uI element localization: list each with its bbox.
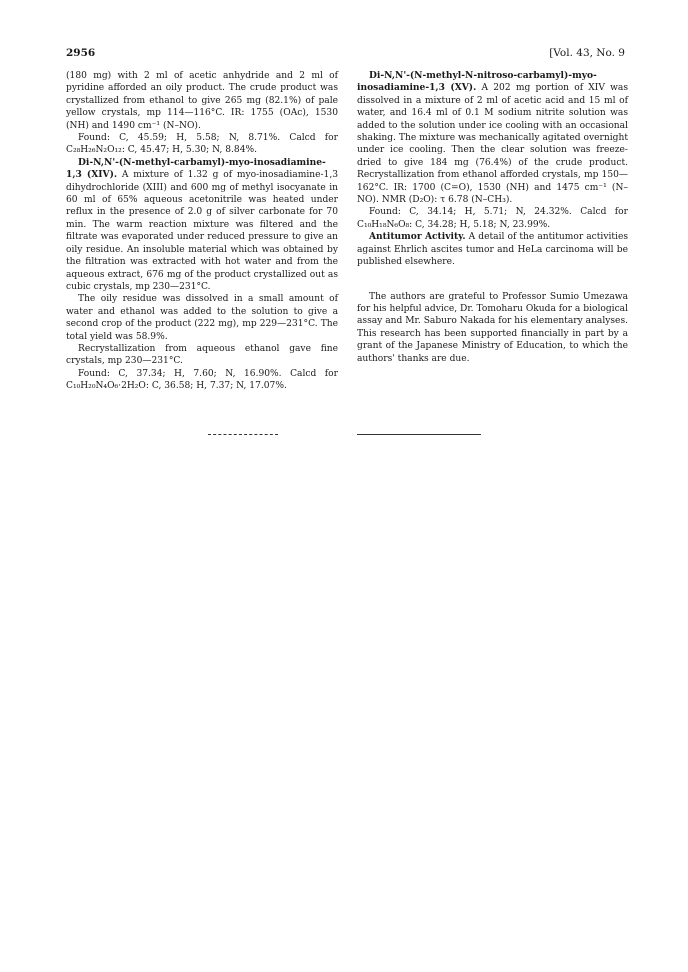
paragraph-recrystallization: Recrystallization from aqueous ethanol gave fine crystals, mp 230—231°C. [66,343,338,367]
paragraph-compound-xv [357,70,628,206]
page-number: 2956 [66,47,96,59]
paragraph-elemental-analysis-3: Found: C, 34.14; H, 5.71; N, 24.32%. Calcd for C₁₀H₁₈N₆O₈: C, 34.28; H, 5.18; N, 23.99%. [357,207,628,230]
compound-xiv-title: Di-N,N'-(N-methyl-carbamyl)-myo-inosadiamine-1,3 (XIV). [66,156,326,181]
paragraph-second-crop: The oily residue was dissolved in a small amount of water and ethanol was added to the solution to give a second crop of the product (222 mg), mp 229—231°C. The total yield was 58.9%. [66,294,338,342]
end-rule-right [357,434,481,435]
paragraph-antitumor [357,231,628,268]
acknowledgements: The authors are grateful to Professor Sumio Umezawa for his helpful advice, Dr. Tomoharu Okuda for a biological assay and Mr. Saburo Nakada for his elementary analyses. This research has been supported financially in part by a grant of the Japanese Ministry of Education, to which the authors' thanks are due. [357,291,628,364]
compound-xv-title: Di-N,N'-(N-methyl-N-nitroso-carbamyl)-myo-inosadiamine-1,3 (XV). [357,70,597,94]
compound-xiv-body: A mixture of 1.32 g of myo-inosadiamine-1,3 dihydrochloride (XIII) and 600 mg of methyl isocyanate in 60 ml of 65% aqueous acetonitrile was heated under reflux in the presence of 2.0 g of silver carbonate for 70 min. The warm reaction mixture was filtered and the filtrate was evaporated under reduced pressure to give an oily residue. An insoluble material which was obtained by the filtration was extracted with hot water and from the aqueous extract, 676 mg of the product crystallized out as cubic crystals, mp 230—231°C. [66,170,338,292]
antitumor-body: A detail of the antitumor activities against Ehrlich ascites tumor and HeLa carcinoma will be published elsewhere. [357,232,628,268]
end-rule-left [208,434,278,435]
paragraph-elemental-analysis-1: Found: C, 45.59; H, 5.58; N, 8.71%. Calcd for C₂₈H₂₆N₂O₁₂: C, 45.47; H, 5.30; N, 8.84%. [66,133,338,156]
paragraph-acetylation: (180 mg) with 2 ml of acetic anhydride and 2 ml of pyridine afforded an oily product. The crude product was crystallized from ethanol to give 265 mg (82.1%) of pale yellow crystals, mp 114—116°C. IR: 1755 (OAc), 1530 (NH) and 1490 cm⁻¹ (N–NO). [66,71,338,131]
left-column [66,70,338,393]
compound-xv-body: A 202 mg portion of XIV was dissolved in a mixture of 2 ml of acetic acid and 15 ml of water, and 16.4 ml of 0.1 M sodium nitrite solution was added to the solution under ice cooling with an occasional shaking. The mixture was mechanically agitated overnight under ice cooling. Then the clear solution was freeze-dried to give 184 mg (76.4%) of the crude product. Recrystallization from ethanol afforded crystals, mp 150—162°C. IR: 1700 (C=O), 1530 (NH) and 1475 cm⁻¹ (N–NO). NMR (D₂O): τ 6.78 (N–CH₃). [357,83,628,206]
paragraph-compound-xiv [66,157,338,293]
journal-reference: [Vol. 43, No. 9 [549,47,625,59]
right-column [357,70,628,365]
antitumor-title: Antitumor Activity. [369,231,466,243]
paragraph-elemental-analysis-2: Found: C, 37.34; H, 7.60; N, 16.90%. Calcd for C₁₀H₂₀N₄O₆·2H₂O: C, 36.58; H, 7.37; N, 17.07%. [66,368,338,392]
